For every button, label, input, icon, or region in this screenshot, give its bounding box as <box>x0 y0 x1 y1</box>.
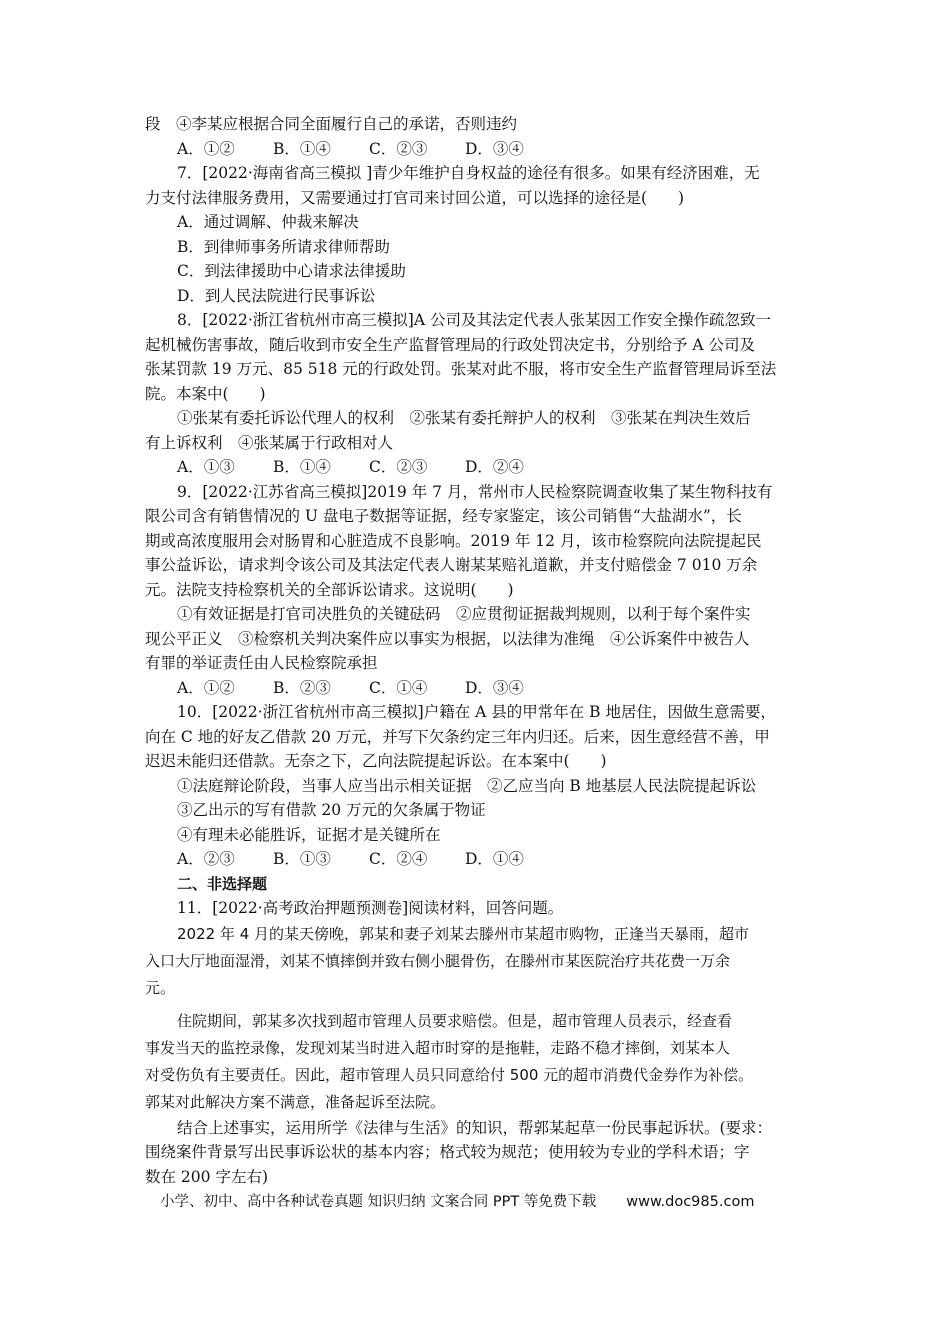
option-c: C．②③ <box>369 139 428 158</box>
text-line: 有罪的举证责任由人民检察院承担 <box>145 654 378 672</box>
material-paragraph: 住院期间，郭某多次找到超市管理人员要求赔偿。但是，超市管理人员表示，经查看 <box>177 1011 733 1030</box>
text-line: 元。法院支持检察机关的全部诉讼请求。这说明( ) <box>145 580 514 599</box>
question-9-statements: ①有效证据是打官司决胜负的关键砝码 ②应贯彻证据裁判规则，以利于每个案件实 <box>177 605 751 623</box>
question-10-statement: ④有理未必能胜诉，证据才是关键所在 <box>177 825 441 844</box>
option-d: D．②④ <box>465 458 524 476</box>
option-a: A．①② <box>177 139 235 158</box>
question-9-stem: 9．[2022·江苏省高三模拟]2019 年 7 月，常州市人民检察院调查收集了某生物科技有 <box>177 482 773 501</box>
text-line: 元。 <box>145 978 176 997</box>
question-7-stem-cont: 力支付法律服务费用，又需要通过打官司来讨回公道，可以选择的途径是( ) <box>145 188 685 207</box>
option-a: A．②③ <box>177 850 235 868</box>
option-a: A．①③ <box>177 458 235 476</box>
material-paragraph: 2022 年 4 月的某天傍晚，郭某和妻子刘某去滕州市某超市购物，正逢当天暴雨，超市 <box>177 924 750 943</box>
text-line: 对受伤负有主要责任。因此，超市管理人员只同意给付 500 元的超市消费代金券作为补偿。 <box>145 1065 754 1084</box>
question-7-option-d: D．到人民法院进行民事诉讼 <box>177 286 376 305</box>
question-10-statement: ①法庭辩论阶段，当事人应当出示相关证据 ②乙应当向 B 地基层人民法院提起诉讼 <box>177 776 757 795</box>
option-c: C．②③ <box>369 458 428 476</box>
text-line: 数在 200 字左右) <box>145 1167 268 1186</box>
page-footer <box>160 1190 754 1211</box>
answer-options <box>145 137 813 162</box>
question-8-stem: 8．[2022·浙江省杭州市高三模拟]A 公司及其法定代表人张某因工作安全操作疏忽致一 <box>177 311 771 329</box>
question-11-requirement: 结合上述事实，运用所学《法律与生活》的知识，帮郭某起草一份民事起诉状。(要求： <box>177 1118 773 1137</box>
text-line: 段 ④李某应根据合同全面履行自己的承诺，否则违约 <box>145 115 518 133</box>
text-line: 张某罚款 19 万元、85 518 元的行政处罚。张某对此不服，将市安全生产监督管理局诉至法 <box>145 360 777 378</box>
option-b: B．①③ <box>273 850 331 868</box>
text-line: 期或高浓度服用会对肠胃和心脏造成不良影响。2019 年 12 月，该市检察院向法院提起民 <box>145 531 762 550</box>
text-line: 迟迟未能归还借款。无奈之下，乙向法院提起诉讼。在本案中( ) <box>145 752 607 770</box>
text-line: 有上诉权利 ④张某属于行政相对人 <box>145 433 394 452</box>
text-line: 现公平正义 ③检察机关判决案件应以事实为根据，以法律为准绳 ④公诉案件中被告人 <box>145 629 750 648</box>
text-line: 事公益诉讼，请求判令该公司及其法定代表人谢某某赔礼道歉，并支付赔偿金 7 010 万余 <box>145 556 758 574</box>
question-7-option-c: C．到法律援助中心请求法律援助 <box>177 262 406 280</box>
option-d: D．①④ <box>465 850 524 868</box>
text-line: 入口大厅地面湿滑，刘某不慎摔倒并致右侧小腿骨伤，在滕州市某医院治疗共花费一万余 <box>145 951 731 970</box>
option-d: D．③④ <box>465 678 524 697</box>
option-b: B．①④ <box>273 458 331 476</box>
option-b: B．②③ <box>273 678 331 697</box>
question-10-statement: ③乙出示的写有借款 20 万元的欠条属于物证 <box>177 801 486 819</box>
option-a: A．①② <box>177 678 235 697</box>
question-7-option-a: A．通过调解、仲裁来解决 <box>177 213 359 231</box>
question-7-option-b: B．到律师事务所请求律师帮助 <box>177 237 390 256</box>
section-heading: 二、非选择题 <box>177 874 268 893</box>
text-line: 事发当天的监控录像，发现刘某当时进入超市时穿的是拖鞋，走路不稳才摔倒，刘某本人 <box>145 1038 731 1057</box>
text-line: 向在 C 地的好友乙借款 20 万元，并写下欠条约定三年内归还。后来，因生意经营不善，甲 <box>145 727 770 746</box>
text-line: 围绕案件背景写出民事诉讼状的基本内容；格式较为规范；使用较为专业的学科术语；字 <box>145 1143 750 1161</box>
answer-options <box>145 455 813 480</box>
answer-options <box>145 847 813 872</box>
text-line: 限公司含有销售情况的 U 盘电子数据等证据，经专家鉴定，该公司销售“大盐湖水”，长 <box>145 507 742 525</box>
text-line: 起机械伤害事故，随后收到市安全生产监督管理局的行政处罚决定书，分别给予 A 公司及 <box>145 335 756 354</box>
question-11-stem: 11．[2022·高考政治押题预测卷]阅读材料，回答问题。 <box>177 899 564 917</box>
option-c: C．①④ <box>369 678 428 697</box>
question-8-statements: ①张某有委托诉讼代理人的权利 ②张某有委托辩护人的权利 ③张某在判决生效后 <box>177 409 751 427</box>
option-c: C．②④ <box>369 850 428 868</box>
text-line: 郭某对此解决方案不满意，准备起诉至法院。 <box>145 1092 446 1111</box>
footer-url[interactable]: www.doc985.com <box>626 1194 755 1210</box>
question-7-stem: 7．[2022·海南省高三模拟 ]青少年维护自身权益的途径有很多。如果有经济困难，无 <box>177 164 760 182</box>
footer-text: 小学、初中、高中各种试卷真题 知识归纳 文案合同 PPT 等免费下载 <box>160 1194 597 1210</box>
option-b: B．①④ <box>273 139 331 158</box>
document-body <box>145 112 813 1189</box>
text-line: 院。本案中( ) <box>145 384 266 403</box>
option-d: D．③④ <box>465 139 524 158</box>
question-10-stem: 10．[2022·浙江省杭州市高三模拟]户籍在 A 县的甲常年在 B 地居住，因做生意需要， <box>177 703 776 721</box>
answer-options <box>145 676 813 701</box>
